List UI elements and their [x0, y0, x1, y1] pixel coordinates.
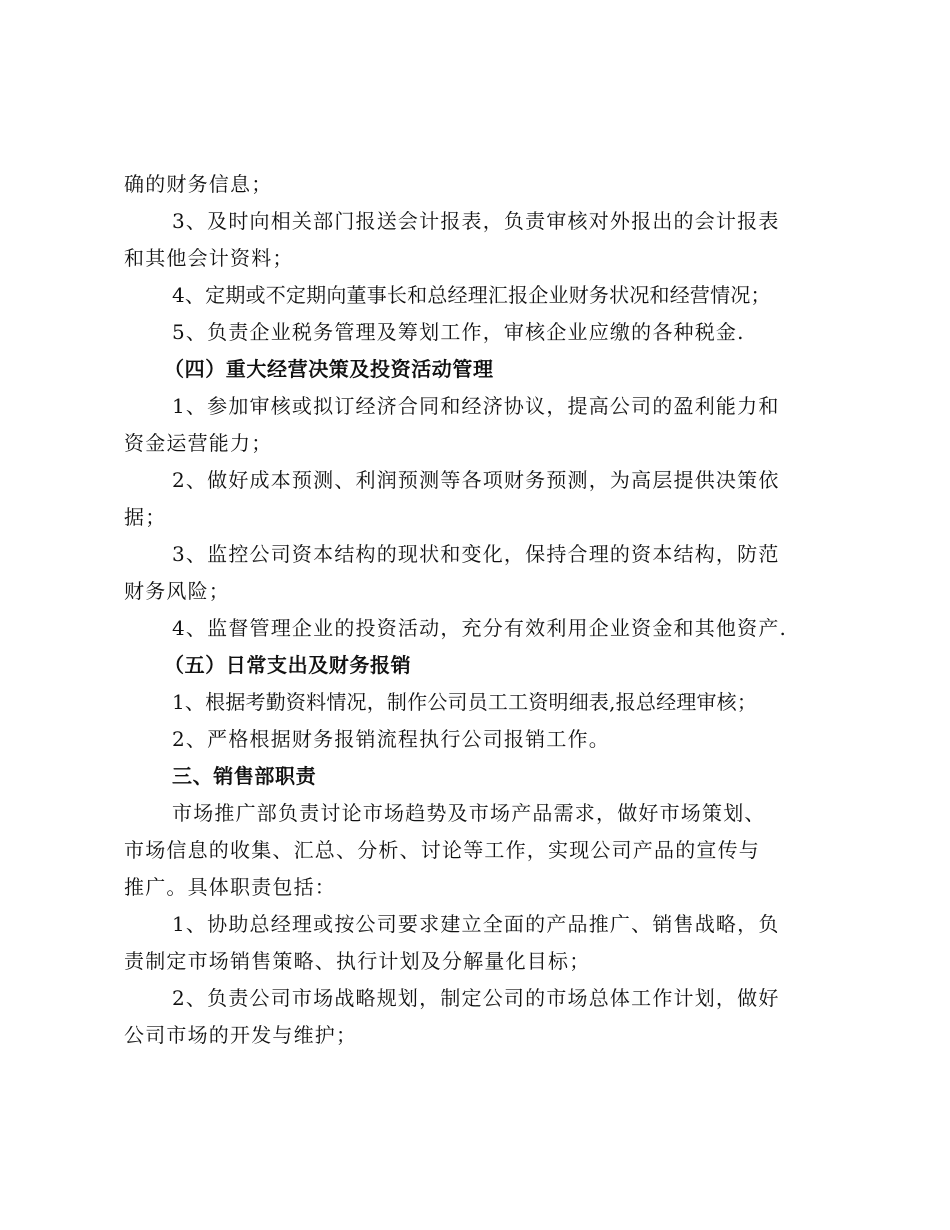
paragraph-line: 3、及时向相关部门报送会计报表，负责审核对外报出的会计报表 [172, 209, 780, 233]
paragraph-line: 2、做好成本预测、利润预测等各项财务预测，为高层提供决策依 [172, 468, 780, 492]
chapter-heading-sales: 三、销售部职责 [172, 764, 317, 788]
paragraph-line: 推广。具体职责包括： [124, 875, 336, 899]
paragraph-line: 公司市场的开发与维护； [124, 1023, 358, 1047]
paragraph-line: 市场信息的收集、汇总、分析、讨论等工作，实现公司产品的宣传与 [124, 838, 760, 862]
paragraph-line: 2、严格根据财务报销流程执行公司报销工作。 [172, 727, 610, 751]
paragraph-line: 4、定期或不定期向董事长和总经理汇报企业财务状况和经营情况； [172, 283, 771, 307]
paragraph-line: 财务风险； [124, 579, 230, 603]
paragraph-line: 5、负责企业税务管理及筹划工作，审核企业应缴的各种税金. [172, 320, 745, 344]
paragraph-line: 1、参加审核或拟订经济合同和经济协议，提高公司的盈利能力和 [172, 394, 780, 418]
paragraph-line: 市场推广部负责讨论市场趋势及市场产品需求，做好市场策划、 [172, 801, 766, 825]
section-heading-5: （五）日常支出及财务报销 [164, 653, 412, 677]
paragraph-line: 1、根据考勤资料情况，制作公司员工工资明细表,报总经理审核； [172, 690, 758, 714]
paragraph-line: 1、协助总经理或按公司要求建立全面的产品推广、销售战略，负 [172, 912, 780, 936]
document-body [124, 166, 836, 1054]
paragraph-line: 确的财务信息； [124, 172, 273, 196]
paragraph-line: 和其他会计资料； [124, 246, 294, 270]
paragraph-line: 责制定市场销售策略、执行计划及分解量化目标； [124, 949, 591, 973]
paragraph-line: 资金运营能力； [124, 431, 273, 455]
paragraph-line: 2、负责公司市场战略规划，制定公司的市场总体工作计划，做好 [172, 986, 780, 1010]
paragraph-line: 据； [124, 505, 167, 529]
paragraph-line: 3、监控公司资本结构的现状和变化，保持合理的资本结构，防范 [172, 542, 780, 566]
paragraph-line: 4、监督管理企业的投资活动，充分有效利用企业资金和其他资产. [172, 616, 788, 640]
section-heading-4: （四）重大经营决策及投资活动管理 [164, 357, 494, 381]
